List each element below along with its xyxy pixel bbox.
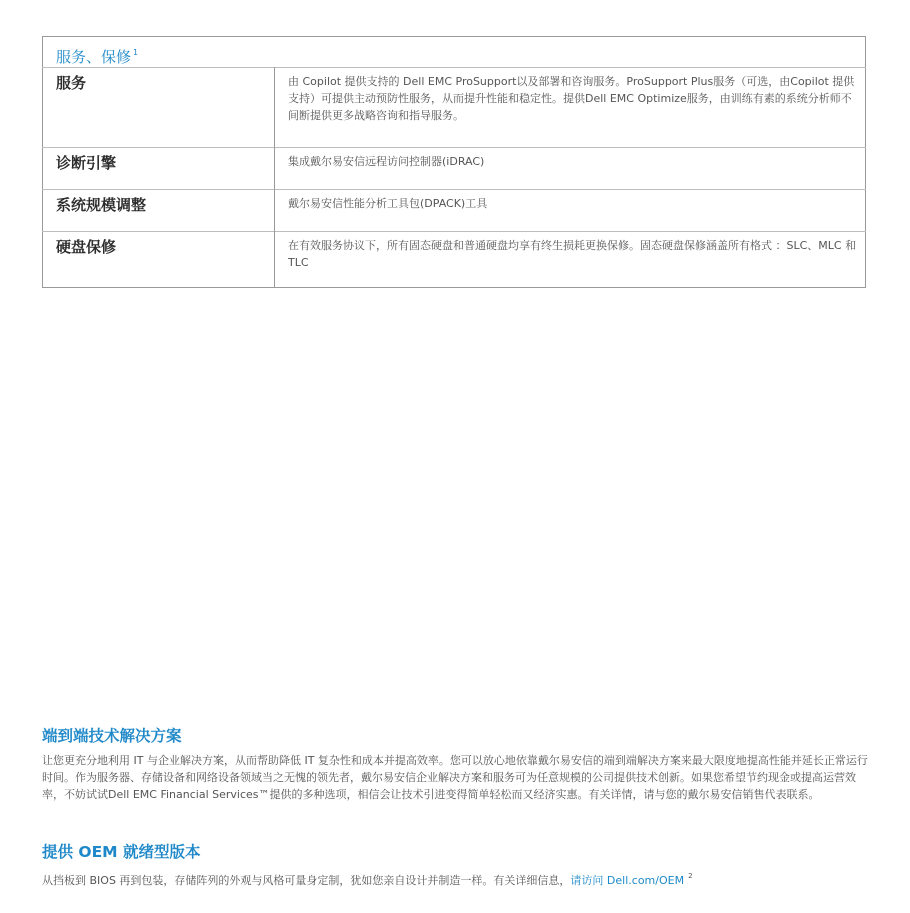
- row-label-drive-warranty: 硬盘保修: [43, 232, 275, 288]
- row-label-services: 服务: [43, 68, 275, 148]
- oem-body: [42, 868, 868, 889]
- table-title-text: 服务、保修: [56, 48, 132, 66]
- services-warranty-table: [42, 36, 866, 288]
- end-to-end-section: [42, 726, 868, 803]
- oem-body-text: 从挡板到 BIOS 再到包装，存储阵列的外观与风格可量身定制，犹如您亲自设计并制造一样。有关详细信息，: [42, 874, 571, 887]
- table-header: [43, 37, 866, 68]
- table-row: [43, 68, 866, 148]
- end-to-end-heading: 端到端技术解决方案: [42, 727, 182, 745]
- row-value-services: 由 Copilot 提供支持的 Dell EMC ProSupport以及部署和咨询服务。ProSupport Plus服务（可选，由Copilot 提供支持）可提供主动预防性服务，从而提升性能和稳定性。提供Dell EMC Optimize服务，由训练有素的系统分析师不间断提供更多战略咨询和指导服务。: [275, 68, 866, 148]
- footnote-ref: 2: [688, 872, 693, 880]
- table-row: [43, 148, 866, 190]
- table-row: [43, 190, 866, 232]
- footnote-ref: 1: [133, 48, 139, 57]
- row-label-sizing: 系统规模调整: [43, 190, 275, 232]
- row-label-diagnostics: 诊断引擎: [43, 148, 275, 190]
- row-value-diagnostics: 集成戴尔易安信远程访问控制器(iDRAC): [275, 148, 866, 190]
- end-to-end-body: 让您更充分地利用 IT 与企业解决方案，从而帮助降低 IT 复杂性和成本并提高效率。您可以放心地依靠戴尔易安信的端到端解决方案来最大限度地提高性能并延长正常运行时间。作为服务器、存储设备和网络设备领域当之无愧的领先者，戴尔易安信企业解决方案和服务可为任意规模的公司提供技术创新。如果您希望节约现金或提高运营效率，不妨试试Dell EMC Financial Services™提供的多种选项，相信会让技术引进变得简单轻松而又经济实惠。有关详情，请与您的戴尔易安信销售代表联系。: [42, 754, 868, 801]
- table-title: [43, 37, 865, 67]
- oem-heading: 提供 OEM 就绪型版本: [42, 843, 201, 861]
- table-row: [43, 232, 866, 288]
- row-value-sizing: 戴尔易安信性能分析工具包(DPACK)工具: [275, 190, 866, 232]
- oem-section: [42, 842, 868, 889]
- row-value-drive-warranty: 在有效服务协议下，所有固态硬盘和普通硬盘均享有终生损耗更换保修。固态硬盘保修涵盖所有格式 ：SLC、MLC 和 TLC: [275, 232, 866, 288]
- oem-link[interactable]: 请访问 Dell.com/OEM: [570, 874, 685, 887]
